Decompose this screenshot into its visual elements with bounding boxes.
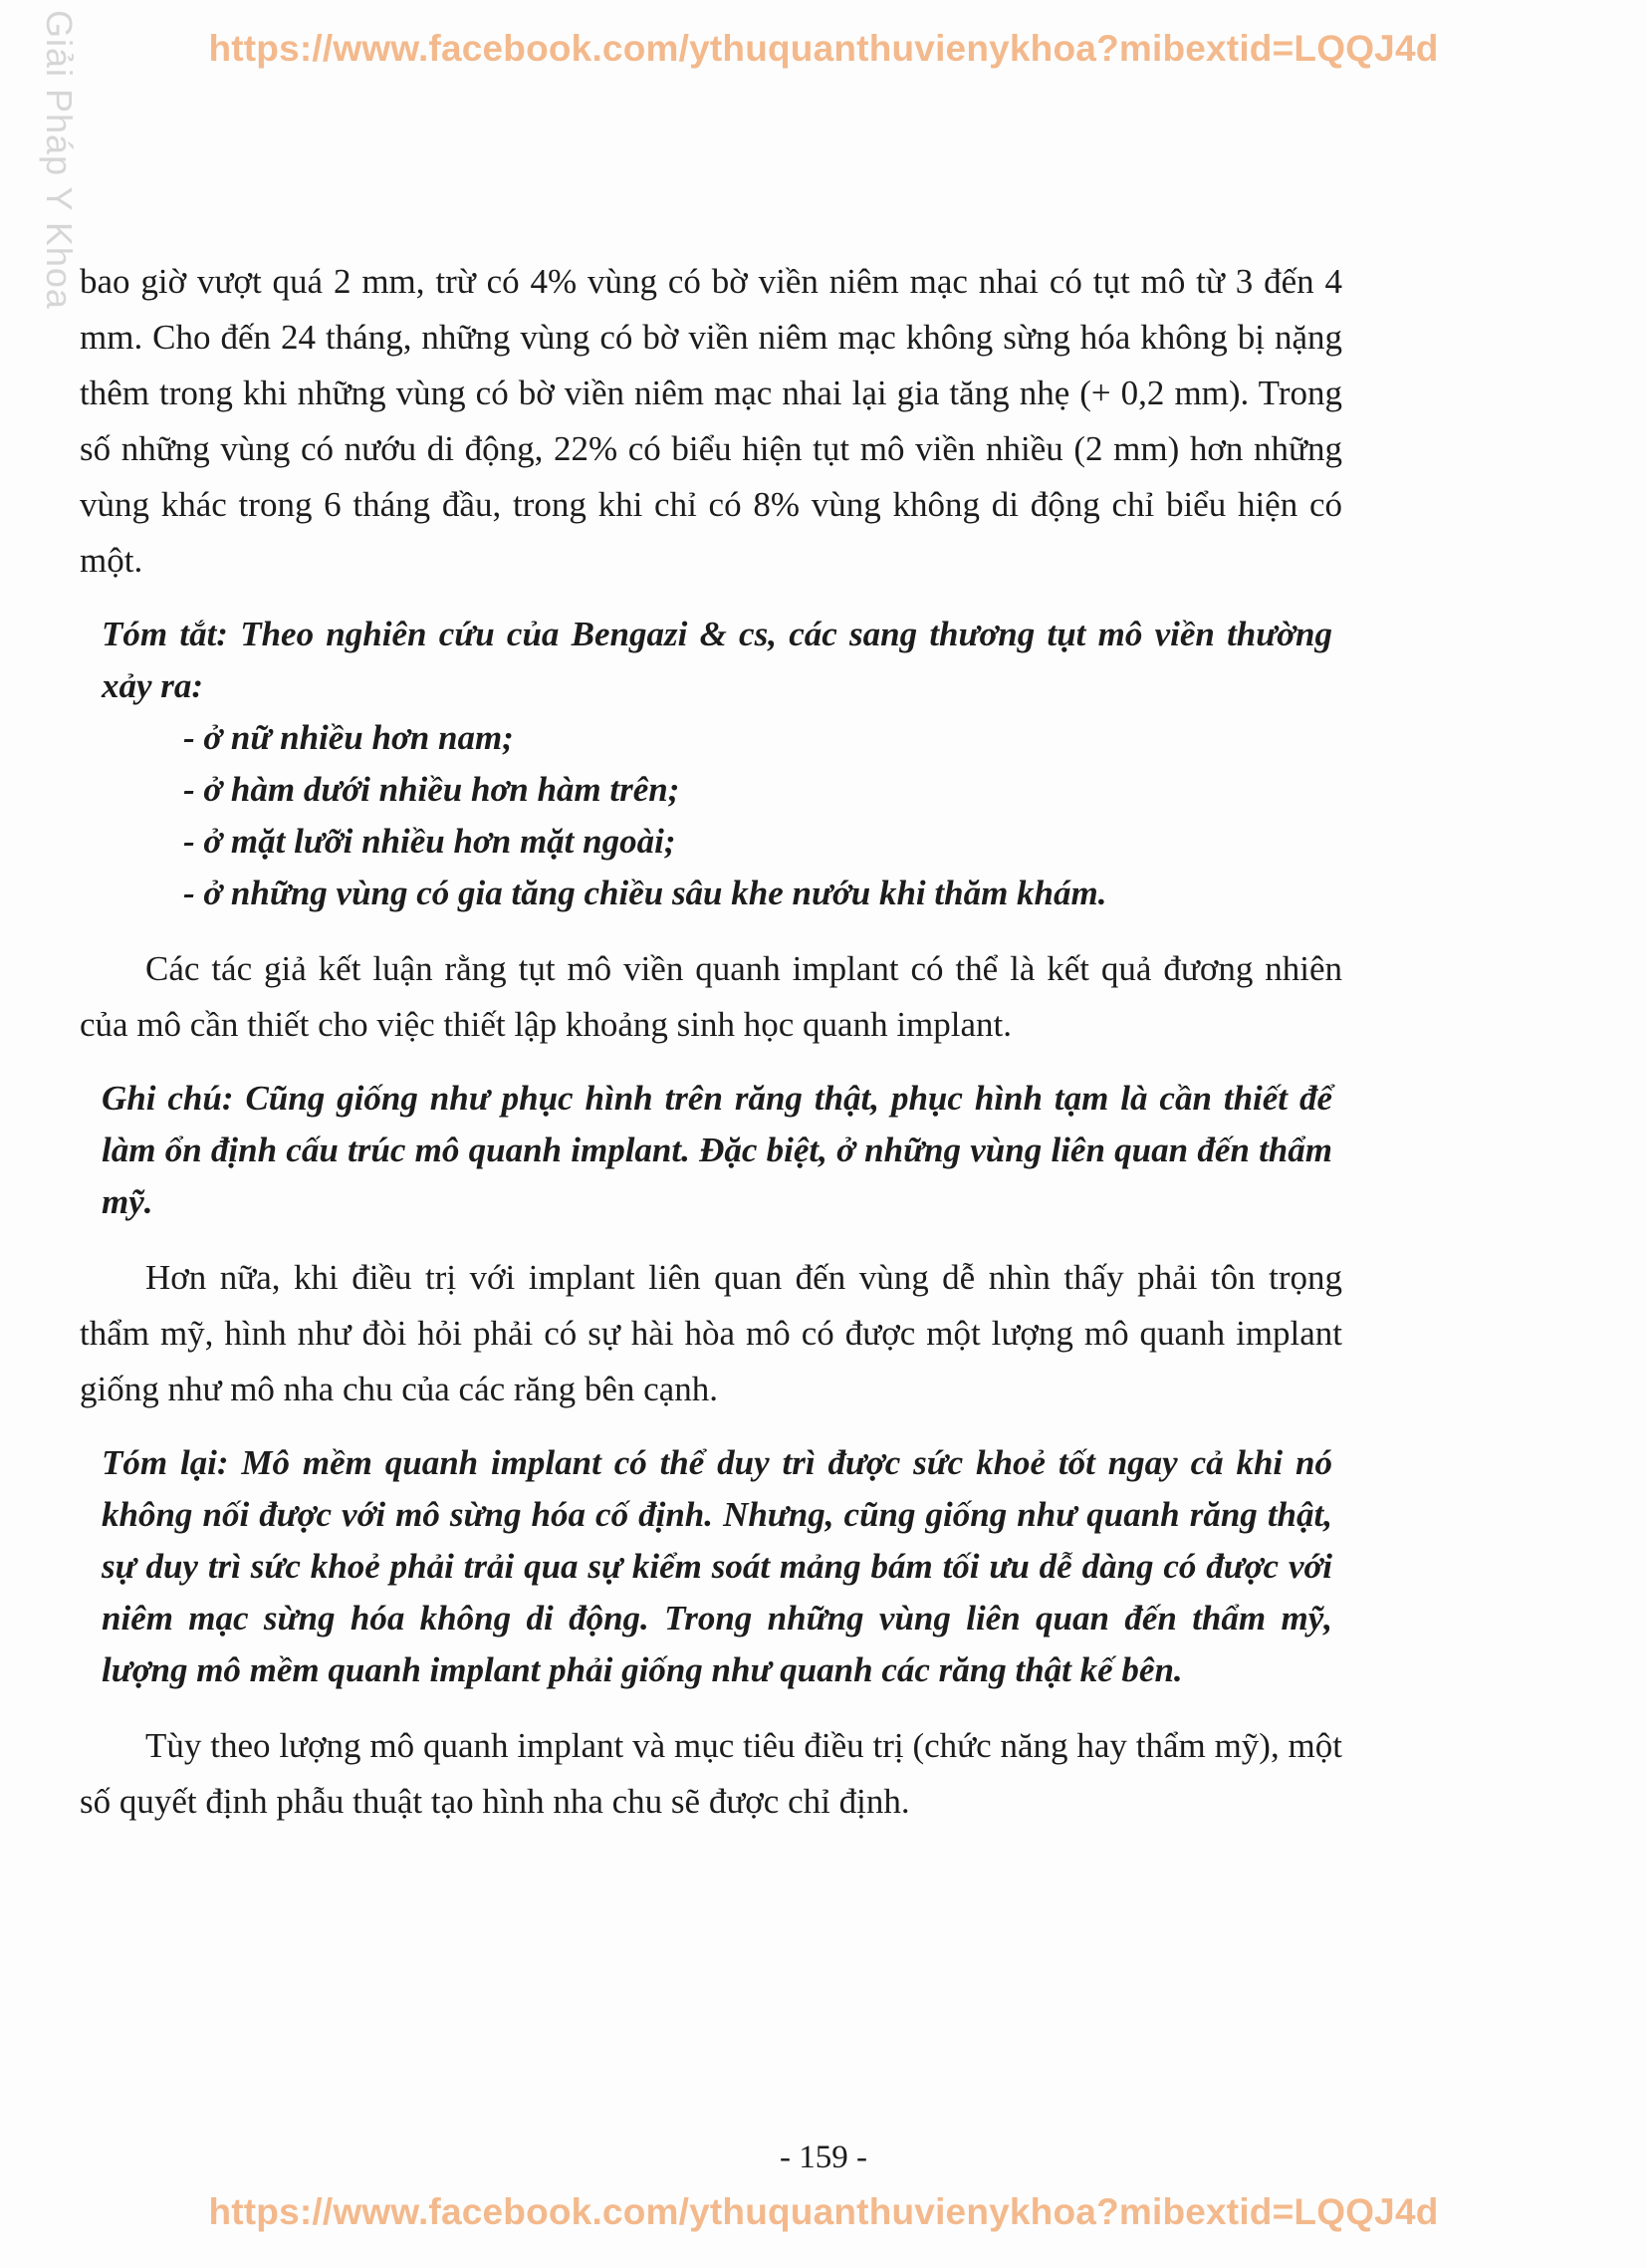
summary-note (80, 609, 1342, 919)
paragraph-2: Các tác giả kết luận rằng tụt mô viền quanh implant có thể là kết quả đương nhiên của mô cần thiết cho việc thiết lập khoảng sinh học quanh implant. (80, 949, 1342, 1044)
conclusion-text: Mô mềm quanh implant có thể duy trì được sức khoẻ tốt ngay cả khi nó không nối được với mô sừng hóa cố định. Nhưng, cũng giống như quanh răng thật, sự duy trì sức khoẻ phải trải qua sự kiểm soát mảng bám tối ưu dễ dàng có được với niêm mạc sừng hóa không di động. Trong những vùng liên quan đến thẩm mỹ, lượng mô mềm quanh implant phải giống như quanh các răng thật kế bên. (102, 1443, 1332, 1689)
remark-text: Cũng giống như phục hình trên răng thật, phục hình tạm là cần thiết để làm ổn định cấu trúc mô quanh implant. Đặc biệt, ở những vùng liên quan đến thẩm mỹ. (102, 1079, 1333, 1221)
summary-item: - ở hàm dưới nhiều hơn hàm trên; (183, 770, 680, 809)
summary-list (102, 712, 1332, 919)
conclusion-lead: Tóm lại: (102, 1443, 229, 1482)
paragraph-1: bao giờ vượt quá 2 mm, trừ có 4% vùng có bờ viền niêm mạc nhai có tụt mô từ 3 đến 4 mm. Cho đến 24 tháng, những vùng có bờ viền niêm mạc không sừng hóa không bị nặng thêm trong khi những vùng có bờ viền niêm mạc nhai lại gia tăng nhẹ (+ 0,2 mm). Trong số những vùng có nướu di động, 22% có biểu hiện tụt mô viền nhiều (2 mm) hơn những vùng khác trong 6 tháng đầu, trong khi chỉ có 8% vùng không di động chỉ biểu hiện có một. (80, 262, 1342, 580)
remark-lead: Ghi chú: (102, 1079, 234, 1118)
watermark-url-bottom[interactable]: https://www.facebook.com/ythuquanthuvienykhoa?mibextid=LQQJ4d (208, 2191, 1439, 2232)
remark-note (80, 1073, 1342, 1228)
page-content (80, 254, 1342, 1830)
summary-lead: Tóm tắt: (102, 615, 228, 653)
paragraph-3: Hơn nữa, khi điều trị với implant liên quan đến vùng dễ nhìn thấy phải tôn trọng thẩm mỹ, hình như đòi hỏi phải có sự hài hòa mô có được một lượng mô quanh implant giống như mô nha chu của các răng bên cạnh. (80, 1258, 1342, 1408)
page-number: - 159 - (780, 2140, 867, 2175)
summary-item: - ở nữ nhiều hơn nam; (183, 718, 514, 757)
paragraph-4: Tùy theo lượng mô quanh implant và mục tiêu điều trị (chức năng hay thẩm mỹ), một số quyết định phẫu thuật tạo hình nha chu sẽ được chỉ định. (80, 1726, 1342, 1821)
summary-item: - ở mặt lưỡi nhiều hơn mặt ngoài; (183, 822, 676, 861)
watermark-url-top[interactable]: https://www.facebook.com/ythuquanthuvienykhoa?mibextid=LQQJ4d (208, 28, 1439, 69)
summary-text: Theo nghiên cứu của Bengazi & cs, các sang thương tụt mô viền thường xảy ra: (102, 615, 1332, 705)
summary-item: - ở những vùng có gia tăng chiều sâu khe nướu khi thăm khám. (183, 874, 1107, 912)
conclusion-note (80, 1437, 1342, 1696)
side-watermark: Giải Pháp Y Khoa (39, 10, 80, 310)
